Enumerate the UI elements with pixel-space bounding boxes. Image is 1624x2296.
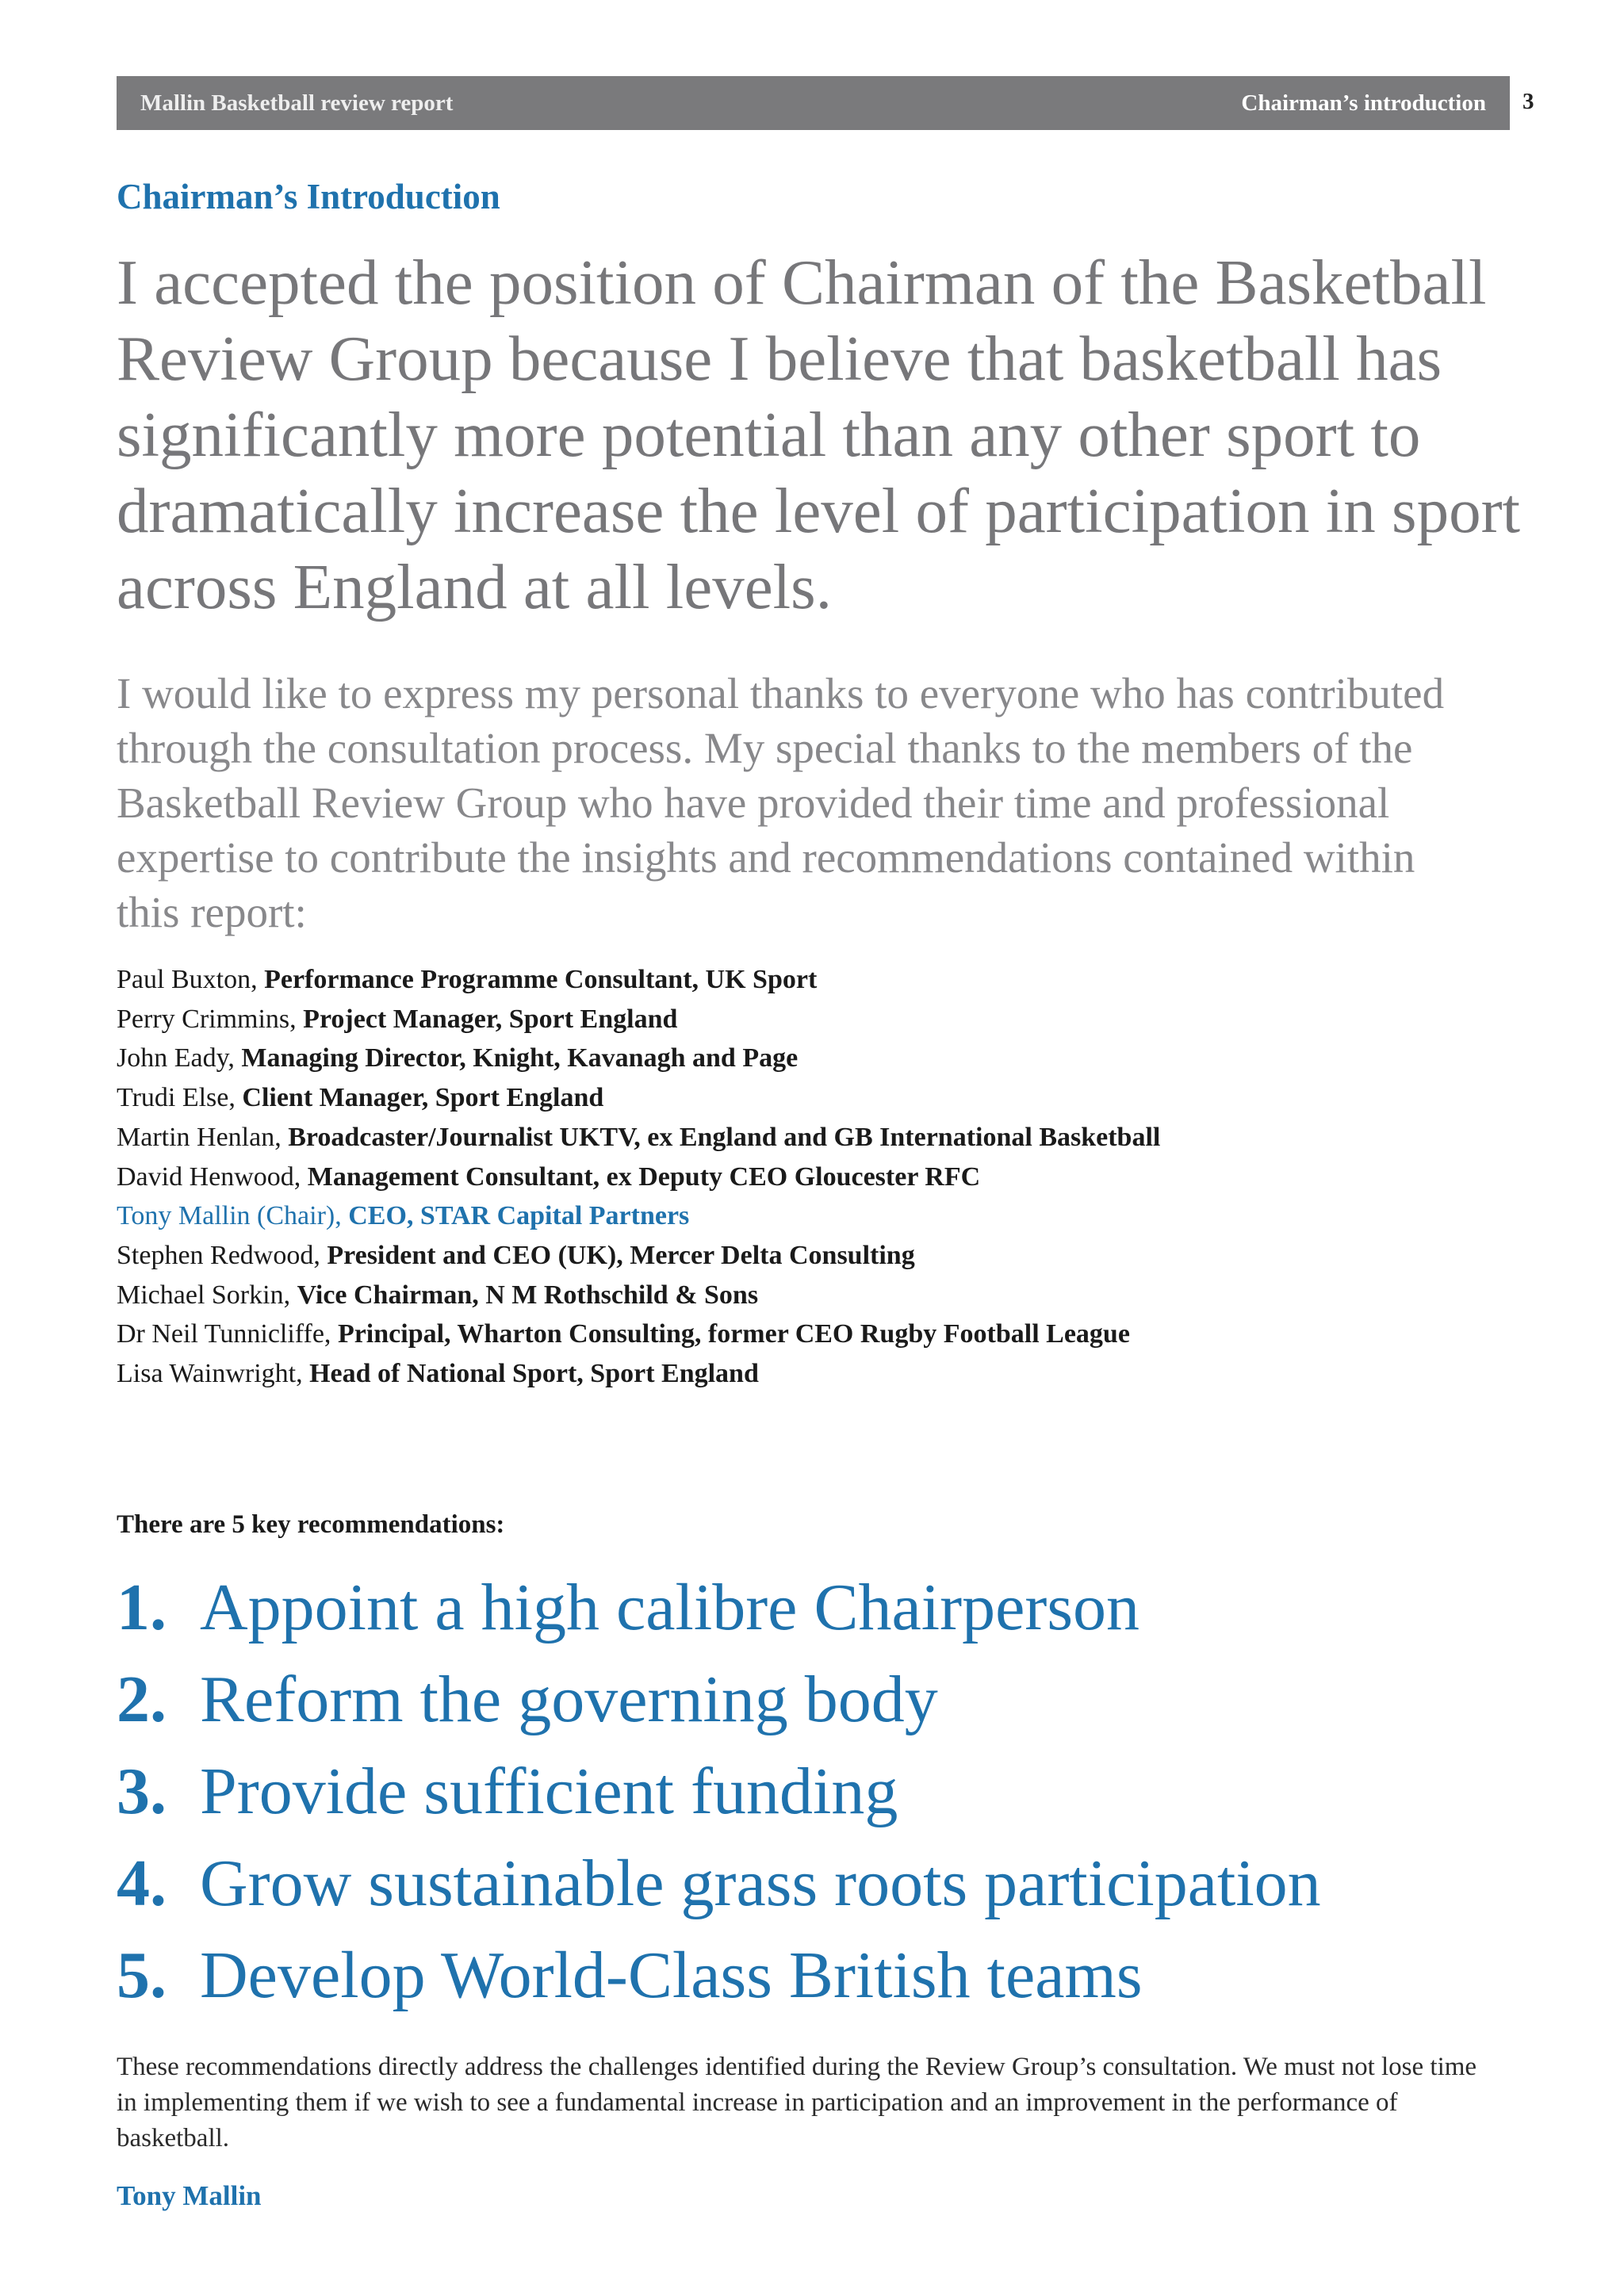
member-role: Performance Programme Consultant, UK Sport (264, 965, 818, 994)
recommendation-item (117, 1562, 1321, 1654)
recommendation-number: 1. (117, 1571, 167, 1644)
member-name: John Eady, (117, 1043, 235, 1073)
header-bar (117, 76, 1510, 130)
recommendation-list (117, 1562, 1321, 2022)
member-item-chair (117, 1196, 1544, 1236)
member-item (117, 1236, 1544, 1276)
member-name: Trudi Else, (117, 1083, 236, 1113)
member-role: CEO, STAR Capital Partners (348, 1201, 690, 1231)
member-item (117, 1000, 1544, 1039)
member-item (117, 960, 1544, 1000)
member-item (117, 1078, 1544, 1118)
member-role: Vice Chairman, N M Rothschild & Sons (297, 1280, 759, 1310)
member-role: Broadcaster/Journalist UKTV, ex England and GB International Basketball (288, 1122, 1161, 1152)
member-item (117, 1354, 1544, 1394)
recommendation-item (117, 1746, 1321, 1838)
recommendations-intro: There are 5 key recommendations: (117, 1510, 505, 1539)
recommendation-text: Appoint a high calibre Chairperson (200, 1571, 1140, 1644)
member-role: President and CEO (UK), Mercer Delta Consulting (327, 1240, 915, 1270)
recommendation-text: Provide sufficient funding (200, 1755, 898, 1828)
member-name: Paul Buxton, (117, 965, 258, 994)
member-item (117, 1158, 1544, 1197)
section-name: Chairman’s introduction (1241, 90, 1486, 116)
member-role: Client Manager, Sport England (242, 1083, 604, 1113)
lead-paragraph: I accepted the position of Chairman of the Basketball Review Group because I believe that basketball has significantly more potential than any other sport to dramatically increase the level of participation in sport across England at all levels. (117, 247, 1521, 622)
member-item (117, 1039, 1544, 1078)
member-role: Principal, Wharton Consulting, former CEO Rugby Football League (337, 1319, 1130, 1349)
member-item (117, 1118, 1544, 1158)
recommendation-text: Develop World-Class British teams (200, 1938, 1143, 2012)
member-role: Managing Director, Knight, Kavanagh and Page (241, 1043, 799, 1073)
recommendation-item (117, 1654, 1321, 1746)
member-list (117, 960, 1544, 1394)
page-number: 3 (1522, 89, 1534, 114)
member-role: Head of National Sport, Sport England (309, 1359, 759, 1389)
page-title: Chairman’s Introduction (117, 177, 500, 216)
closing-paragraph: These recommendations directly address the challenges identified during the Review Group’s consultation. We must not lose time in implementing them if we wish to see a fundamental increase in participation and an improvement in the performance of basketball. (117, 2053, 1477, 2152)
recommendation-number: 2. (117, 1663, 167, 1736)
member-name: Martin Henlan, (117, 1122, 282, 1152)
recommendation-number: 4. (117, 1846, 167, 1920)
member-name: David Henwood, (117, 1161, 301, 1192)
recommendation-number: 3. (117, 1755, 167, 1828)
member-name: Stephen Redwood, (117, 1240, 320, 1270)
recommendation-item (117, 1838, 1321, 1930)
member-name: Lisa Wainwright, (117, 1359, 303, 1389)
member-role: Management Consultant, ex Deputy CEO Gloucester RFC (307, 1161, 981, 1192)
member-name: Perry Crimmins, (117, 1004, 297, 1034)
recommendation-text: Reform the governing body (200, 1663, 938, 1736)
recommendation-number: 5. (117, 1938, 167, 2012)
member-item (117, 1276, 1544, 1315)
report-title: Mallin Basketball review report (140, 90, 454, 116)
member-name: Dr Neil Tunnicliffe, (117, 1319, 331, 1349)
member-name: Tony Mallin (Chair), (117, 1201, 342, 1231)
thanks-paragraph: I would like to express my personal thanks to everyone who has contributed through the consultation process. My special thanks to the members of the Basketball Review Group who have provided their time and professional expertise to contribute the insights and recommendations contained within this report: (117, 669, 1445, 936)
recommendation-text: Grow sustainable grass roots participation (200, 1846, 1321, 1920)
signature: Tony Mallin (117, 2180, 262, 2211)
recommendation-item (117, 1930, 1321, 2022)
member-item (117, 1314, 1544, 1354)
member-role: Project Manager, Sport England (303, 1004, 678, 1034)
member-name: Michael Sorkin, (117, 1280, 291, 1310)
